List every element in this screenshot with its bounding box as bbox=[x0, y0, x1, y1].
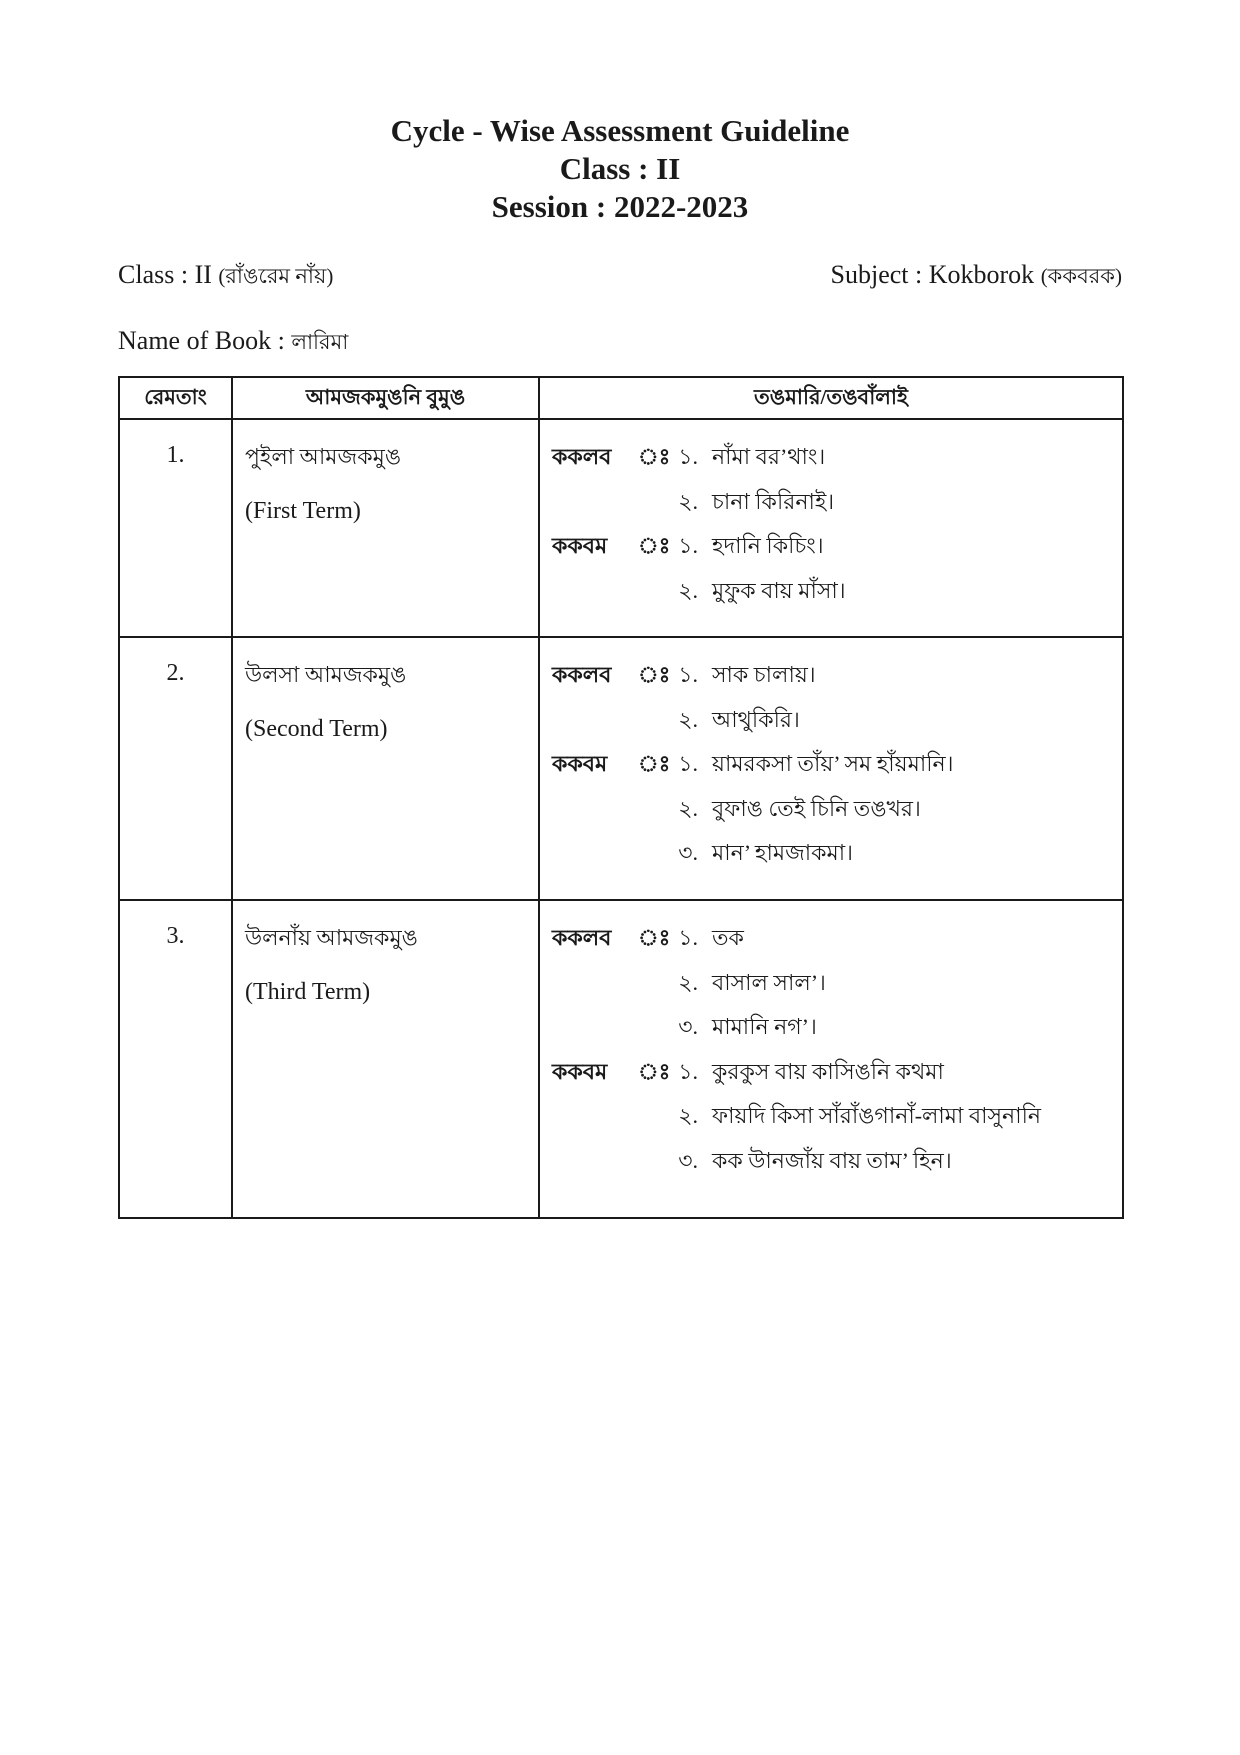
lesson-section-label: ককবম bbox=[552, 751, 608, 776]
lesson-number: ১. bbox=[678, 444, 698, 469]
lesson-item bbox=[552, 794, 1122, 839]
table-row bbox=[119, 637, 1123, 900]
lesson-section-colon: ঃ bbox=[638, 662, 671, 687]
term-name-native: পুইলা আমজকমুঙ bbox=[245, 444, 401, 469]
lesson-title: নাঁমা বর’থাং। bbox=[712, 444, 826, 469]
lesson-number: ১. bbox=[678, 662, 698, 687]
lesson-number: ২. bbox=[678, 706, 698, 732]
lesson-section-colon: ঃ bbox=[638, 1058, 671, 1084]
lesson-number: ৩. bbox=[678, 840, 698, 865]
term-cell bbox=[232, 419, 539, 637]
class-info bbox=[118, 260, 333, 295]
table-header-row bbox=[119, 377, 1123, 419]
book-name: লারিমা bbox=[291, 330, 349, 354]
lessons-cell bbox=[539, 637, 1123, 900]
lesson-title: কুরকুস বায় কাসিঙনি কথমা bbox=[712, 1058, 944, 1084]
lesson-title: বাসাল সাল’। bbox=[712, 969, 826, 995]
lesson-section-colon: ঃ bbox=[638, 925, 671, 950]
lesson-item bbox=[552, 705, 1122, 750]
lesson-item bbox=[552, 749, 1122, 794]
lesson-number: ২. bbox=[678, 795, 698, 821]
book-label: Name of Book : bbox=[118, 326, 285, 355]
header-serial: রেমতাং bbox=[119, 377, 232, 419]
lesson-number: ১. bbox=[678, 751, 698, 776]
lessons-cell bbox=[539, 900, 1123, 1218]
lesson-item bbox=[552, 1057, 1122, 1102]
term-cell bbox=[232, 900, 539, 1218]
lesson-title: আথুকিরি। bbox=[712, 706, 800, 732]
row-serial-number: 3. bbox=[119, 900, 232, 1218]
lesson-section-label: ককলব bbox=[552, 662, 612, 687]
lesson-item bbox=[552, 531, 1122, 576]
lesson-title: সাক চালায়। bbox=[712, 662, 816, 687]
header-term: আমজকমুঙনি বুমুঙ bbox=[232, 377, 539, 419]
lesson-number: ১. bbox=[678, 925, 698, 950]
lesson-section-label: ককবম bbox=[552, 533, 608, 558]
table-row bbox=[119, 900, 1123, 1218]
lesson-section-colon: ঃ bbox=[638, 533, 671, 558]
lesson-item bbox=[552, 1012, 1122, 1057]
term-name-english: (Third Term) bbox=[245, 979, 371, 1005]
lesson-item bbox=[552, 576, 1122, 621]
lesson-number: ৩. bbox=[678, 1147, 698, 1173]
document-title-block bbox=[0, 112, 1240, 226]
term-name-english: (Second Term) bbox=[245, 716, 388, 742]
table-row bbox=[119, 419, 1123, 637]
lesson-title: মান’ হামজাকমা। bbox=[712, 840, 853, 865]
lesson-title: বুফাঙ তেই চিনি তঙখর। bbox=[712, 795, 921, 821]
row-serial-number: 1. bbox=[119, 419, 232, 637]
lesson-number: ২. bbox=[678, 1103, 698, 1128]
header-lessons: তঙমারি/তঙবাঁলাই bbox=[539, 377, 1123, 419]
lesson-title: কক উানজাঁয় বায় তাম’ হিন। bbox=[712, 1147, 952, 1173]
term-name-english: (First Term) bbox=[245, 498, 361, 524]
lessons-cell bbox=[539, 419, 1123, 637]
subject-label: Subject : Kokborok bbox=[830, 260, 1035, 289]
lesson-item bbox=[552, 487, 1122, 532]
lesson-title: য়ামরকসা তাঁয়’ সম হাঁয়মানি। bbox=[712, 751, 954, 776]
lesson-item bbox=[552, 442, 1122, 487]
lesson-item bbox=[552, 1101, 1122, 1146]
lesson-section-label: ককবম bbox=[552, 1058, 608, 1084]
lesson-item bbox=[552, 1146, 1122, 1191]
subject-native-label: (ককবরক) bbox=[1040, 264, 1122, 288]
lesson-item bbox=[552, 660, 1122, 705]
lesson-item bbox=[552, 838, 1122, 883]
session-heading: Session : 2022-2023 bbox=[491, 189, 749, 224]
lesson-number: ২. bbox=[678, 488, 698, 514]
class-heading: Class : II bbox=[559, 151, 681, 186]
lesson-title: হদানি কিচিং। bbox=[712, 533, 824, 558]
lesson-title: তক bbox=[712, 925, 744, 950]
lesson-section-colon: ঃ bbox=[638, 444, 671, 469]
term-name-native: উলনাঁয় আমজকমুঙ bbox=[245, 925, 418, 950]
lesson-title: ফায়দি কিসা সাঁরাঁঙগানাঁ-লামা বাসুনানি bbox=[712, 1103, 1041, 1128]
lesson-item bbox=[552, 968, 1122, 1013]
term-name-native: উলসা আমজকমুঙ bbox=[245, 662, 407, 687]
lesson-item bbox=[552, 923, 1122, 968]
assessment-table bbox=[118, 376, 1124, 1219]
lesson-number: ৩. bbox=[678, 1014, 698, 1039]
lesson-number: ১. bbox=[678, 1058, 698, 1084]
subject-info bbox=[831, 260, 1122, 295]
lesson-number: ২. bbox=[678, 969, 698, 995]
lesson-section-label: ককলব bbox=[552, 444, 612, 469]
book-info bbox=[118, 326, 348, 361]
lesson-title: মামানি নগ’। bbox=[712, 1014, 817, 1039]
lesson-number: ২. bbox=[678, 577, 698, 603]
row-serial-number: 2. bbox=[119, 637, 232, 900]
lesson-number: ১. bbox=[678, 533, 698, 558]
document-title: Cycle - Wise Assessment Guideline bbox=[390, 113, 850, 148]
term-cell bbox=[232, 637, 539, 900]
lesson-section-colon: ঃ bbox=[638, 751, 671, 776]
class-native-label: (রাঁঙরেম নাঁয়) bbox=[218, 264, 334, 288]
lesson-section-label: ককলব bbox=[552, 925, 612, 950]
class-label: Class : II bbox=[118, 260, 212, 289]
lesson-title: মুফুক বায় মাঁসা। bbox=[712, 577, 846, 603]
lesson-title: চানা কিরিনাই। bbox=[712, 488, 835, 514]
